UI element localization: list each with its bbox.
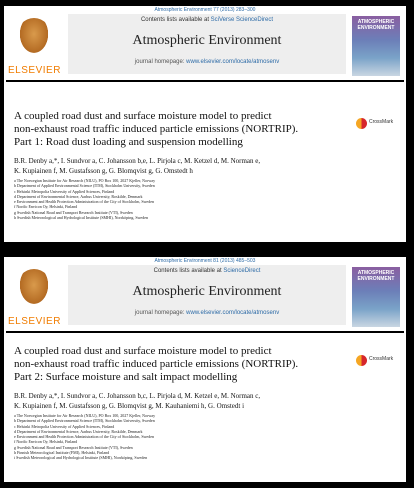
homepage-link[interactable]: www.elsevier.com/locate/atmosenv — [186, 310, 280, 316]
affiliation: c Helsinki Metropolia University of Applied Sciences, Finland — [14, 423, 115, 429]
title-line: A coupled road dust and surface moisture model to predict — [14, 345, 272, 357]
crossmark-label: CrossMark — [369, 119, 394, 125]
authors-line[interactable]: K. Kupiainen f, M. Gustafsson g, G. Blomqvist g, G. Omstedt h — [14, 167, 193, 175]
homepage-line — [68, 59, 346, 65]
cover-title: ATMOSPHERIC ENVIRONMENT — [357, 19, 395, 31]
affiliation: e Environment and Health Protection Administration of the City of Stockholm, Sweden — [14, 199, 154, 205]
contents-line — [68, 265, 346, 274]
paper-header-part2 — [4, 257, 406, 482]
affiliation: b Department of Applied Environmental Science (ITM), Stockholm University, Sweden — [14, 418, 155, 424]
affiliation: f Nordic Envicon Oy, Helsinki, Finland — [14, 204, 78, 210]
authors-line[interactable]: K. Kupiainen f, M. Gustafsson g, G. Blomqvist g, M. Kauhaniemi h, G. Omstedt i — [14, 402, 245, 410]
journal-title: Atmospheric Environment — [132, 33, 282, 48]
authors-line[interactable]: B.R. Denby a,*, I. Sundvor a, C. Johansson b,c, L. Pirjola d, M. Ketzel e, M. Norman c, — [14, 392, 261, 400]
affiliation: a The Norwegian Institute for Air Research (NILU), PO Box 100, 2027 Kjeller, Norway — [14, 413, 156, 418]
journal-cover[interactable] — [352, 267, 400, 327]
homepage-prefix: journal homepage: — [134, 310, 187, 316]
elsevier-logo[interactable] — [8, 18, 60, 76]
homepage-prefix: journal homepage: — [134, 59, 187, 65]
title-line: non-exhaust road traffic induced particle emissions (NORTRIP). — [14, 358, 299, 370]
title-line: Part 1: Road dust loading and suspension modelling — [14, 136, 243, 148]
cover-title: ATMOSPHERIC ENVIRONMENT — [357, 270, 395, 282]
affiliation: b Department of Applied Environmental Science (ITM), Stockholm University, Sweden — [14, 183, 155, 189]
affiliation: a The Norwegian Institute for Air Research (NILU), PO Box 100, 2027 Kjeller, Norway — [14, 178, 156, 183]
crossmark-label: CrossMark — [369, 356, 394, 362]
sciencedirect-link[interactable]: SciVerse ScienceDirect — [210, 17, 274, 23]
elsevier-tree-icon — [16, 18, 52, 58]
sciencedirect-link[interactable]: ScienceDirect — [223, 268, 261, 274]
crossmark-badge[interactable] — [356, 116, 396, 132]
affiliation: c Helsinki Metropolia University of Applied Sciences, Finland — [14, 188, 115, 194]
title-line: A coupled road dust and surface moisture model to predict — [14, 110, 272, 122]
journal-masthead — [6, 265, 404, 333]
affiliation-list — [14, 413, 394, 461]
article-title — [14, 345, 344, 384]
publisher-name: ELSEVIER — [8, 65, 61, 76]
contents-prefix: Contents lists available at — [140, 17, 211, 23]
article-title — [14, 110, 344, 149]
affiliation: d Department of Environmental Science, Aarhus University, Roskilde, Denmark — [14, 193, 143, 199]
affiliation: h Finnish Meteorological Institute (FMI), Helsinki, Finland — [14, 450, 110, 456]
author-list — [14, 156, 394, 176]
journal-reference[interactable]: Atmospheric Environment 77 (2013) 283–300 — [154, 7, 256, 13]
affiliation-list — [14, 178, 394, 220]
elsevier-logo[interactable] — [8, 269, 60, 327]
affiliation: i Swedish Meteorological and Hydrological Institute (SMHI), Norrköping, Sweden — [14, 455, 148, 461]
crossmark-icon — [356, 355, 367, 366]
paper-header-part1 — [4, 6, 406, 242]
masthead-center — [68, 265, 346, 325]
title-line: Part 2: Surface moisture and salt impact modelling — [14, 371, 238, 383]
homepage-line — [68, 310, 346, 316]
homepage-link[interactable]: www.elsevier.com/locate/atmosenv — [186, 59, 280, 65]
affiliation: e Environment and Health Protection Administration of the City of Stockholm, Sweden — [14, 434, 154, 440]
affiliation: g Swedish National Road and Transport Research Institute (VTI), Sweden — [14, 444, 133, 450]
affiliation: f Nordic Envicon Oy, Helsinki, Finland — [14, 439, 78, 445]
affiliation: d Department of Environmental Science, Aarhus University, Roskilde, Denmark — [14, 428, 143, 434]
journal-reference[interactable]: Atmospheric Environment 81 (2013) 485–503 — [154, 258, 256, 264]
masthead-center — [68, 14, 346, 74]
authors-line[interactable]: B.R. Denby a,*, I. Sundvor a, C. Johansson b,e, L. Pirjola c, M. Ketzel d, M. Norman e, — [14, 157, 261, 165]
title-line: non-exhaust road traffic induced particle emissions (NORTRIP). — [14, 123, 299, 135]
journal-title: Atmospheric Environment — [132, 284, 282, 299]
contents-line — [68, 14, 346, 23]
crossmark-badge[interactable] — [356, 353, 396, 369]
journal-masthead — [6, 14, 404, 82]
journal-cover[interactable] — [352, 16, 400, 76]
publisher-name: ELSEVIER — [8, 316, 61, 327]
affiliation: g Swedish National Road and Transport Research Institute (VTI), Sweden — [14, 209, 133, 215]
elsevier-tree-icon — [16, 269, 52, 309]
crossmark-icon — [356, 118, 367, 129]
contents-prefix: Contents lists available at — [153, 268, 224, 274]
affiliation: h Swedish Meteorological and Hydrological Institute (SMHI), Norrköping, Sweden — [14, 215, 148, 221]
author-list — [14, 391, 394, 411]
